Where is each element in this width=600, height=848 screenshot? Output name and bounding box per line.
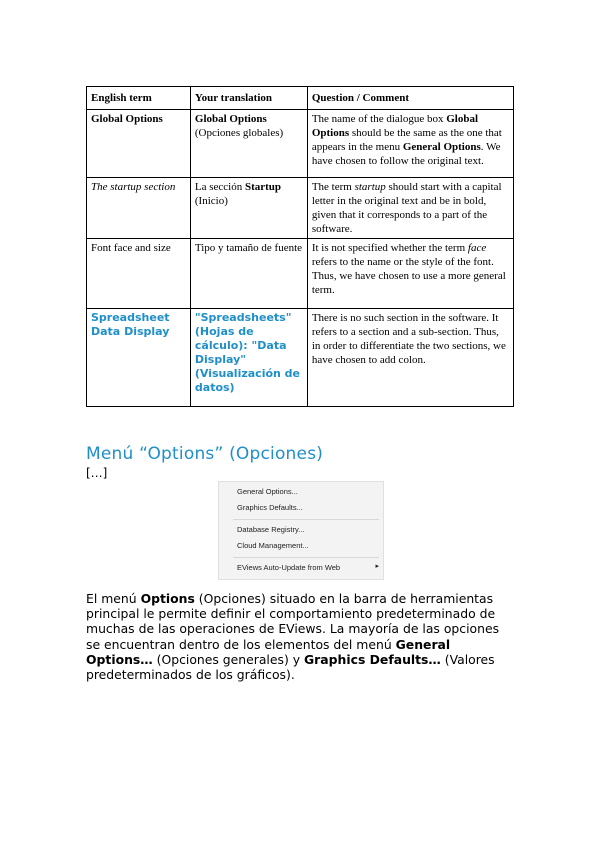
comment-bold: Global Options: [311, 113, 479, 139]
submenu-arrow-icon: ▸: [375, 563, 379, 570]
table-row: [87, 178, 514, 239]
comment-text: The term: [311, 181, 355, 193]
cell-comment: There is no such section in the software. It refers to a section and a sub-section. Thus, in order to differentiate the two sections, we have chosen to add colon.: [307, 309, 513, 407]
comment-text: It is not specified whether the term: [311, 242, 468, 254]
table-row: [87, 239, 514, 309]
comment-text: should be the same as the one that appears in the menu: [311, 127, 502, 153]
body-paragraph: [86, 591, 516, 682]
paragraph-text: (Opciones) situado en la barra de herramientas principal le permite definir el comportamiento predeterminado de muchas de las operaciones de EViews. La mayoría de las opciones se encuentran dentro de los elementos del menú: [86, 591, 500, 652]
menu-item-general-options[interactable]: General Options...: [237, 487, 298, 496]
comment-italic: startup: [354, 181, 386, 193]
comment-text: . We have chosen to follow the original text.: [311, 141, 501, 167]
glossary-table: [86, 86, 514, 407]
comment-text: refers to the name or the style of the font. Thus, we have chosen to use a more general term.: [311, 256, 506, 296]
paragraph-bold: Graphics Defaults…: [304, 651, 441, 667]
section-heading: Menú “Options” (Opciones): [86, 444, 324, 464]
cell-english: Font face and size: [87, 239, 191, 309]
paragraph-bold: General Options…: [86, 636, 451, 667]
translation-bold: Global Options: [194, 113, 267, 125]
cell-english: [87, 110, 191, 178]
translation-text: (Opciones globales): [194, 127, 284, 139]
table-header-row: [87, 87, 514, 110]
menu-separator: [233, 519, 379, 520]
cell-comment: [307, 239, 513, 309]
menu-item-graphics-defaults[interactable]: Graphics Defaults...: [237, 503, 303, 512]
comment-italic: face: [467, 242, 487, 254]
menu-item-auto-update[interactable]: EViews Auto-Update from Web: [237, 563, 341, 572]
term-text: The startup section: [91, 181, 176, 193]
translation-text: (Inicio): [194, 195, 228, 207]
cell-translation: Tipo y tamaño de fuente: [190, 239, 307, 309]
header-your-translation: Your translation: [190, 87, 307, 110]
cell-translation: [190, 110, 307, 178]
comment-text: should start with a capital letter in the original text and be in bold, given that it corresponds to a part of the software.: [311, 181, 502, 235]
cell-english: [87, 309, 191, 407]
header-english-term: English term: [87, 87, 191, 110]
options-menu: [218, 481, 384, 580]
table-row: [87, 110, 514, 178]
table-row: [87, 309, 514, 407]
paragraph-bold: Options: [140, 591, 195, 606]
cell-comment: [307, 110, 513, 178]
comment-text: The name of the dialogue box: [311, 113, 447, 125]
omission-marker: […]: [86, 466, 108, 480]
paragraph-text: (Opciones generales) y: [152, 651, 305, 667]
translation-text: La sección: [194, 181, 245, 193]
menu-item-database-registry[interactable]: Database Registry...: [237, 525, 305, 534]
menu-separator: [233, 557, 379, 558]
cell-translation: [190, 178, 307, 239]
comment-bold: General Options: [402, 141, 481, 153]
term-text: Global Options: [91, 113, 163, 125]
paragraph-text: El menú: [86, 591, 141, 606]
cell-translation: [190, 309, 307, 407]
menu-item-cloud-management[interactable]: Cloud Management...: [237, 541, 309, 550]
translation-text: "Spreadsheets" (Hojas de cálculo): "Data Display" (Visualización de datos): [194, 311, 301, 394]
header-question-comment: Question / Comment: [307, 87, 513, 110]
paragraph-text: (Valores predeterminados de los gráficos).: [86, 651, 495, 683]
term-text: Spreadsheet Data Display: [91, 311, 170, 338]
cell-comment: [307, 178, 513, 239]
translation-bold: Startup: [244, 181, 282, 193]
cell-english: [87, 178, 191, 239]
